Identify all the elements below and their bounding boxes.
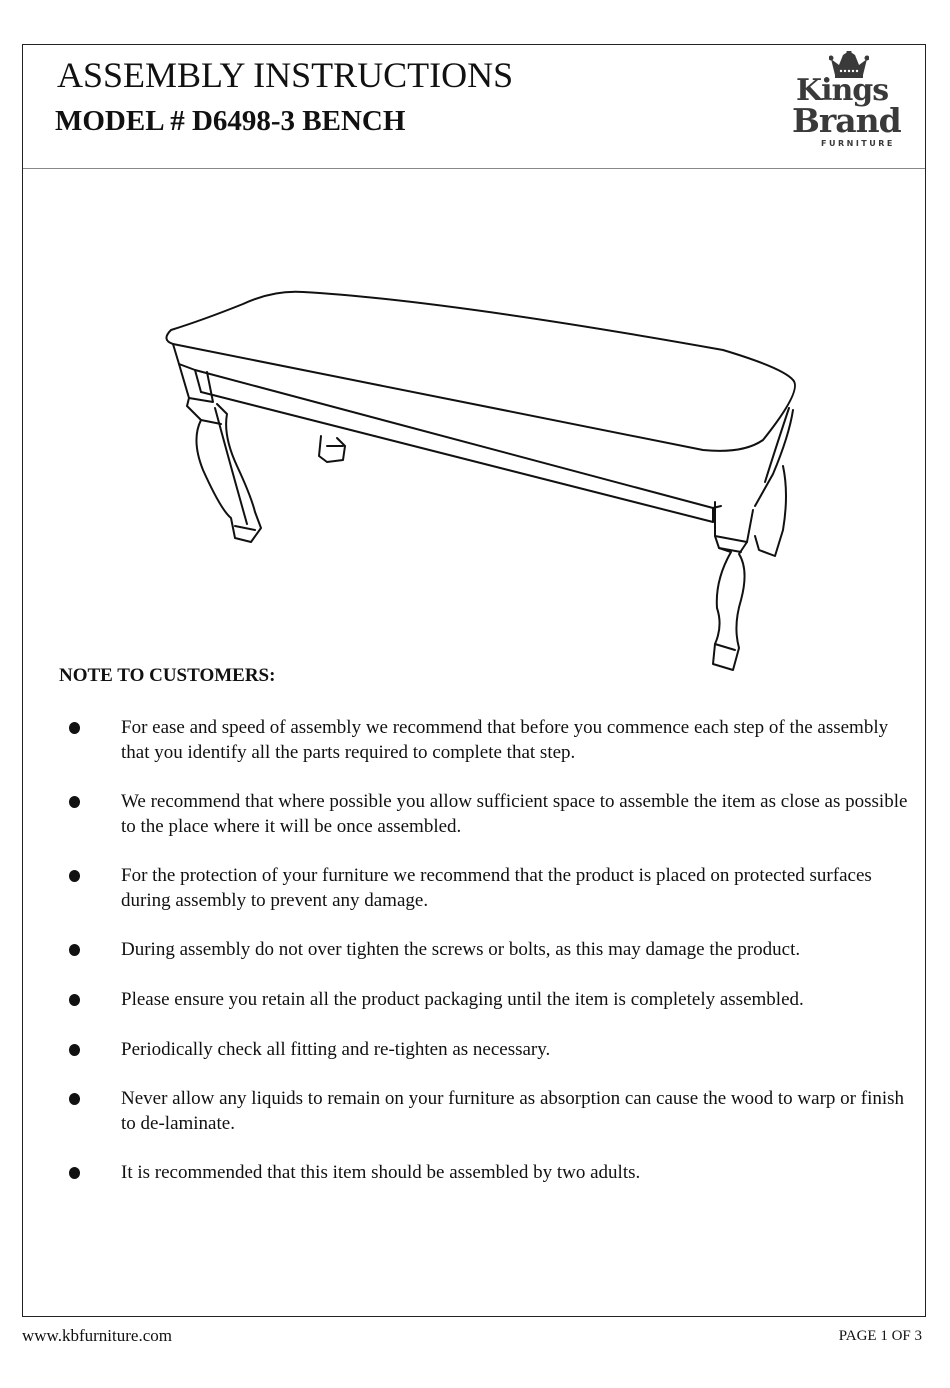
note-text: Please ensure you retain all the product packaging until the item is completely assembled. xyxy=(121,989,804,1010)
note-text: Never allow any liquids to remain on your furniture as absorption can cause the wood to warp or finish to de-laminate. xyxy=(121,1088,905,1134)
note-text: During assembly do not over tighten the screws or bolts, as this may damage the product. xyxy=(121,939,801,960)
logo-kings-text: Kings xyxy=(796,73,889,108)
note-text: For ease and speed of assembly we recommend that before you commence each step of the assembly that you identify all the parts required to complete that step. xyxy=(121,717,889,763)
note-text: For the protection of your furniture we recommend that the product is placed on protected surfaces during assembly to prevent any damage. xyxy=(121,865,872,911)
logo-furniture-text: FURNITURE xyxy=(821,139,895,148)
note-item xyxy=(59,1086,909,1136)
footer-page-number: PAGE 1 OF 3 xyxy=(838,1328,922,1344)
note-item xyxy=(59,863,909,913)
bullet-icon xyxy=(69,1044,80,1056)
note-text: We recommend that where possible you allow sufficient space to assemble the item as close as possible to the place where it will be once assembled. xyxy=(121,791,908,837)
kings-brand-logo xyxy=(791,51,903,151)
document-header xyxy=(23,45,925,169)
bullet-icon xyxy=(69,994,80,1006)
model-number: MODEL # D6498-3 BENCH xyxy=(55,105,406,137)
note-text: It is recommended that this item should be assembled by two adults. xyxy=(121,1162,641,1183)
note-item xyxy=(59,715,909,765)
note-text: Periodically check all fitting and re-tighten as necessary. xyxy=(121,1039,551,1060)
bench-illustration xyxy=(143,240,823,680)
bullet-icon xyxy=(69,796,80,808)
note-item xyxy=(59,789,909,839)
bullet-icon xyxy=(69,1093,80,1105)
notes-heading: NOTE TO CUSTOMERS: xyxy=(59,665,276,686)
bullet-icon xyxy=(69,944,80,956)
logo-brand-text: Brand xyxy=(792,101,901,140)
note-item xyxy=(59,937,909,962)
document-title: ASSEMBLY INSTRUCTIONS xyxy=(57,55,514,95)
bullet-icon xyxy=(69,722,80,734)
notes-list xyxy=(59,715,909,1185)
bullet-icon xyxy=(69,870,80,882)
note-item xyxy=(59,1037,909,1062)
footer-website: www.kbfurniture.com xyxy=(22,1326,172,1345)
bullet-icon xyxy=(69,1167,80,1179)
note-item xyxy=(59,987,909,1012)
page-frame xyxy=(22,44,926,1317)
note-item xyxy=(59,1160,909,1185)
